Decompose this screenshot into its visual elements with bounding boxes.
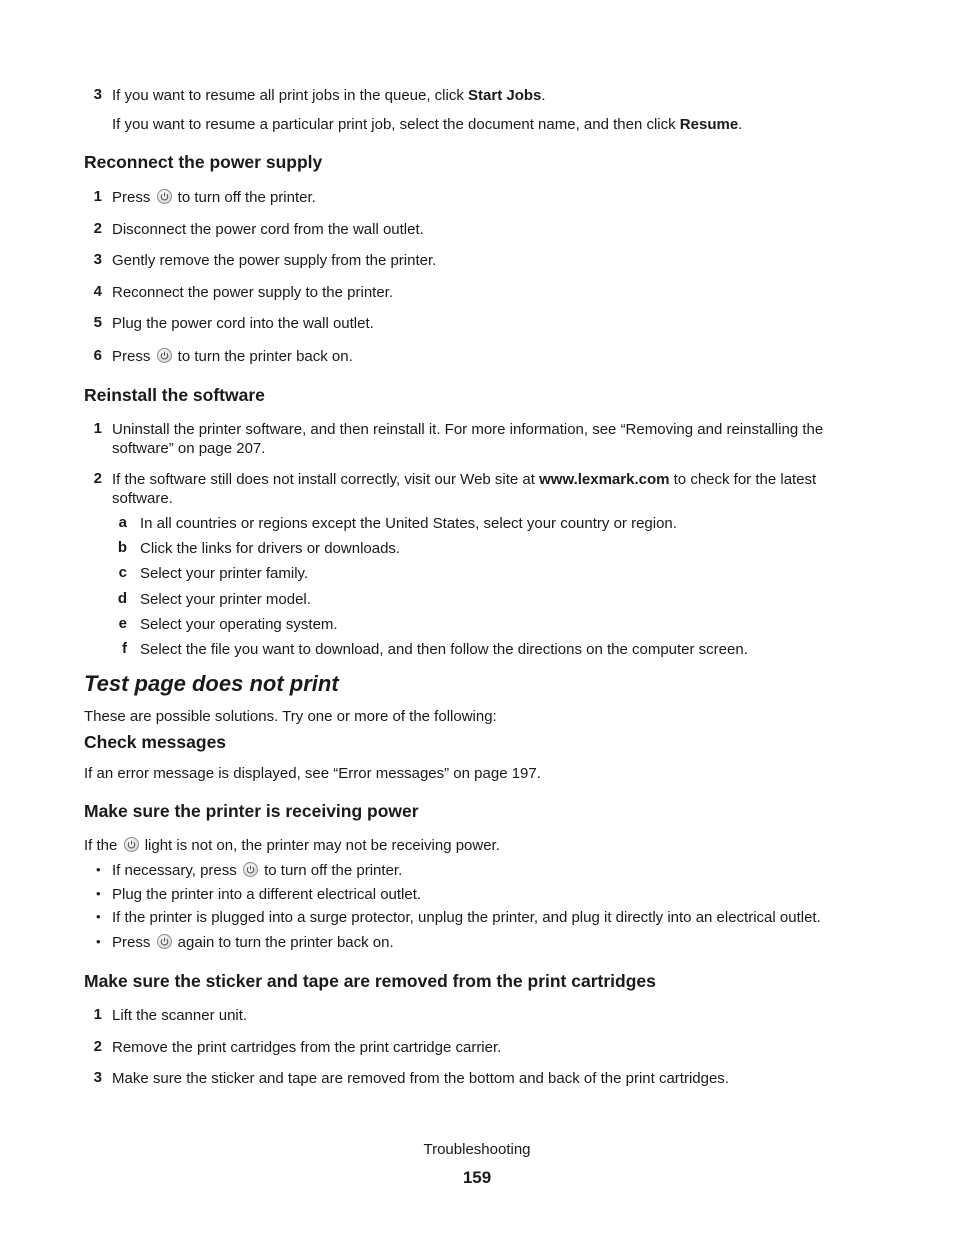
reinstall-step-1-line-2: software” on page 207. (112, 440, 266, 457)
reconnect-step-2: Disconnect the power cord from the wall outlet. (112, 221, 424, 238)
step-number: 5 (93, 314, 102, 331)
bullet-text: If necessary, press (112, 862, 241, 879)
substep-a: In all countries or regions except the United States, select your country or region. (140, 515, 677, 532)
power-icon (157, 934, 172, 949)
check-messages-heading: Check messages (84, 732, 227, 752)
step-number: 3 (93, 86, 102, 103)
reinstall-heading: Reinstall the software (84, 385, 265, 405)
substep-f: Select the file you want to download, and then follow the directions on the computer screen. (140, 641, 748, 658)
reinstall-step-2-line-2: software. (112, 490, 173, 507)
bullet-dot: • (96, 862, 101, 877)
reconnect-step-4: Reconnect the power supply to the printer. (112, 284, 394, 301)
paragraph-text: If you want to resume a particular print job, select the document name, and then click (112, 116, 680, 133)
substep-letter: d (117, 590, 127, 607)
substep-letter: a (118, 514, 127, 531)
section-title: Test page does not print (84, 671, 339, 696)
resume-label: Resume (679, 116, 739, 133)
intro-text-end: light is not on, the printer may not be receiving power. (140, 837, 500, 854)
substep-c: Select your printer family. (140, 565, 309, 582)
step-number: 6 (93, 347, 102, 364)
reconnect-step-5: Plug the power cord into the wall outlet. (112, 315, 374, 332)
substep-letter: b (117, 539, 127, 556)
step-number: 4 (93, 283, 102, 300)
step-text-end: . (541, 87, 546, 104)
step-text-end: to check for the latest (669, 471, 817, 488)
reinstall-step-1-line-1: Uninstall the printer software, and then reinstall it. For more information, see “Removing and reinstalling the (112, 421, 824, 438)
substep-b: Click the links for drivers or downloads. (140, 540, 401, 557)
step-text: Press (112, 189, 155, 206)
step-number: 2 (93, 1038, 102, 1055)
step-text-end: to turn the printer back on. (173, 348, 353, 365)
step-text-end: to turn off the printer. (173, 189, 316, 206)
sticker-step-2: Remove the print cartridges from the print cartridge carrier. (112, 1039, 502, 1056)
step-number: 3 (93, 251, 102, 268)
power-icon (243, 862, 258, 877)
substep-letter: c (118, 564, 127, 581)
bullet-text-end: again to turn the printer back on. (173, 934, 394, 951)
step-number: 1 (93, 420, 102, 437)
substep-e: Select your operating system. (140, 616, 338, 633)
bullet-text: Press (112, 934, 155, 951)
sticker-heading: Make sure the sticker and tape are removed from the print cartridges (84, 971, 656, 991)
substep-d: Select your printer model. (140, 591, 311, 608)
step-number: 2 (93, 470, 102, 487)
reconnect-step-6 (112, 347, 353, 366)
step-number: 1 (93, 1006, 102, 1023)
step-text: If you want to resume all print jobs in the queue, click (112, 87, 469, 104)
step-number: 2 (93, 220, 102, 237)
power-bullet-4 (112, 933, 394, 952)
resume-particular-paragraph (112, 115, 742, 134)
intro-text: If the (84, 837, 122, 854)
bullet-dot: • (96, 934, 101, 949)
paragraph-text-end: . (738, 116, 743, 133)
step-number: 3 (93, 1069, 102, 1086)
footer-section-name: Troubleshooting (423, 1141, 531, 1158)
bullet-dot: • (96, 886, 101, 901)
reconnect-step-3: Gently remove the power supply from the printer. (112, 252, 437, 269)
reconnect-step-1 (112, 188, 316, 207)
bullet-dot: • (96, 909, 101, 924)
power-intro (84, 836, 500, 855)
power-icon (157, 348, 172, 363)
step-number: 1 (93, 188, 102, 205)
section-intro: These are possible solutions. Try one or more of the following: (84, 708, 497, 725)
power-icon (157, 189, 172, 204)
check-messages-text: If an error message is displayed, see “Error messages” on page 197. (84, 765, 541, 782)
substep-letter: e (118, 615, 127, 632)
bullet-text-end: to turn off the printer. (259, 862, 403, 879)
start-jobs-label: Start Jobs (468, 87, 542, 104)
power-bullet-3: If the printer is plugged into a surge protector, unplug the printer, and plug it directly into an electrical outlet. (112, 909, 821, 926)
power-bullet-2: Plug the printer into a different electrical outlet. (112, 886, 422, 903)
power-bullet-1 (112, 861, 402, 880)
reconnect-heading: Reconnect the power supply (84, 152, 323, 172)
power-heading: Make sure the printer is receiving power (84, 801, 419, 821)
sticker-step-1: Lift the scanner unit. (112, 1007, 248, 1024)
power-light-icon (124, 837, 139, 852)
substep-letter: f (122, 640, 127, 657)
page-number: 159 (462, 1168, 492, 1187)
step-text: If the software still does not install correctly, visit our Web site at (112, 471, 540, 488)
step-text: Press (112, 348, 155, 365)
lexmark-website-link[interactable]: www.lexmark.com (539, 471, 670, 488)
resume-all-step (112, 86, 546, 105)
sticker-step-3: Make sure the sticker and tape are removed from the bottom and back of the print cartridges. (112, 1070, 729, 1087)
reinstall-step-2-line-1 (112, 470, 816, 489)
